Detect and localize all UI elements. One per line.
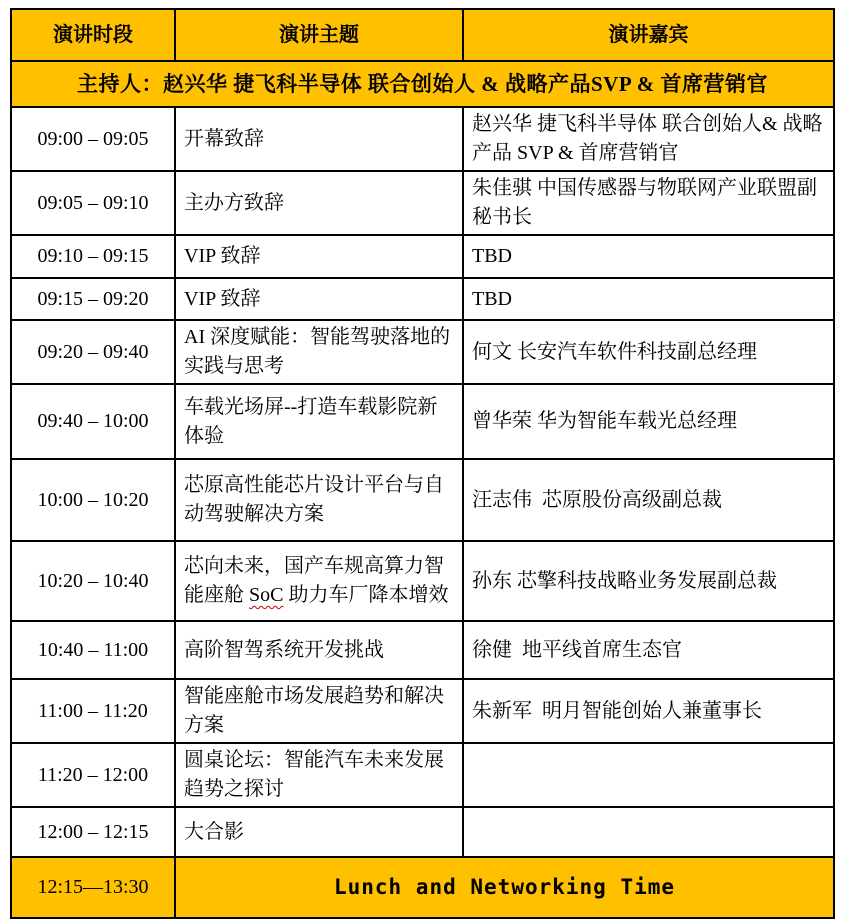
host-row-text: 主持人：赵兴华 捷飞科半导体 联合创始人 & 战略产品SVP & 首席营销官 [11, 61, 834, 107]
row-time: 09:20 – 09:40 [11, 320, 175, 384]
host-row [11, 61, 834, 107]
table-row [11, 235, 834, 278]
row-topic: 主办方致辞 [175, 171, 463, 235]
row-time: 12:00 – 12:15 [11, 807, 175, 857]
table-row [11, 320, 834, 384]
table-row [11, 278, 834, 320]
row-topic: 开幕致辞 [175, 107, 463, 171]
row-topic: 智能座舱市场发展趋势和解决方案 [175, 679, 463, 743]
spellcheck-underline: SoC [249, 584, 284, 606]
table-row [11, 171, 834, 235]
row-topic: 芯向未来，国产车规高算力智能座舱 SoC 助力车厂降本增效 [175, 541, 463, 621]
row-time: 11:00 – 11:20 [11, 679, 175, 743]
row-topic: AI 深度赋能：智能驾驶落地的实践与思考 [175, 320, 463, 384]
row-time: 09:00 – 09:05 [11, 107, 175, 171]
row-speaker: 孙东 芯擎科技战略业务发展副总裁 [463, 541, 834, 621]
row-speaker: 朱佳骐 中国传感器与物联网产业联盟副秘书长 [463, 171, 834, 235]
row-time: 09:40 – 10:00 [11, 384, 175, 459]
header-cell-speaker: 演讲嘉宾 [463, 9, 834, 61]
table-row [11, 384, 834, 459]
row-speaker: 赵兴华 捷飞科半导体 联合创始人& 战略产品 SVP & 首席营销官 [463, 107, 834, 171]
row-time: 09:15 – 09:20 [11, 278, 175, 320]
header-cell-time: 演讲时段 [11, 9, 175, 61]
row-speaker: 朱新军 明月智能创始人兼董事长 [463, 679, 834, 743]
row-speaker: 徐健 地平线首席生态官 [463, 621, 834, 679]
row-speaker [463, 807, 834, 857]
lunch-label: Lunch and Networking Time [175, 857, 834, 918]
row-topic: 大合影 [175, 807, 463, 857]
row-time: 11:20 – 12:00 [11, 743, 175, 807]
table-row [11, 807, 834, 857]
table-row [11, 459, 834, 541]
row-speaker: TBD [463, 278, 834, 320]
row-speaker: 何文 长安汽车软件科技副总经理 [463, 320, 834, 384]
table-header-row [11, 9, 834, 61]
table-row [11, 541, 834, 621]
table-row [11, 679, 834, 743]
table-row [11, 743, 834, 807]
lunch-row [11, 857, 834, 918]
row-speaker: 曾华荣 华为智能车载光总经理 [463, 384, 834, 459]
row-time: 10:40 – 11:00 [11, 621, 175, 679]
table-row [11, 621, 834, 679]
row-topic: 芯原高性能芯片设计平台与自动驾驶解决方案 [175, 459, 463, 541]
row-topic: VIP 致辞 [175, 278, 463, 320]
row-topic: 圆桌论坛：智能汽车未来发展趋势之探讨 [175, 743, 463, 807]
row-speaker: TBD [463, 235, 834, 278]
row-speaker [463, 743, 834, 807]
lunch-time: 12:15—13:30 [11, 857, 175, 918]
agenda-page [10, 8, 835, 919]
header-cell-topic: 演讲主题 [175, 9, 463, 61]
row-time: 10:20 – 10:40 [11, 541, 175, 621]
row-time: 09:05 – 09:10 [11, 171, 175, 235]
row-time: 10:00 – 10:20 [11, 459, 175, 541]
row-time: 09:10 – 09:15 [11, 235, 175, 278]
table-row [11, 107, 834, 171]
row-speaker: 汪志伟 芯原股份高级副总裁 [463, 459, 834, 541]
row-topic: 高阶智驾系统开发挑战 [175, 621, 463, 679]
agenda-table [10, 8, 835, 919]
row-topic: VIP 致辞 [175, 235, 463, 278]
row-topic: 车载光场屏--打造车载影院新体验 [175, 384, 463, 459]
